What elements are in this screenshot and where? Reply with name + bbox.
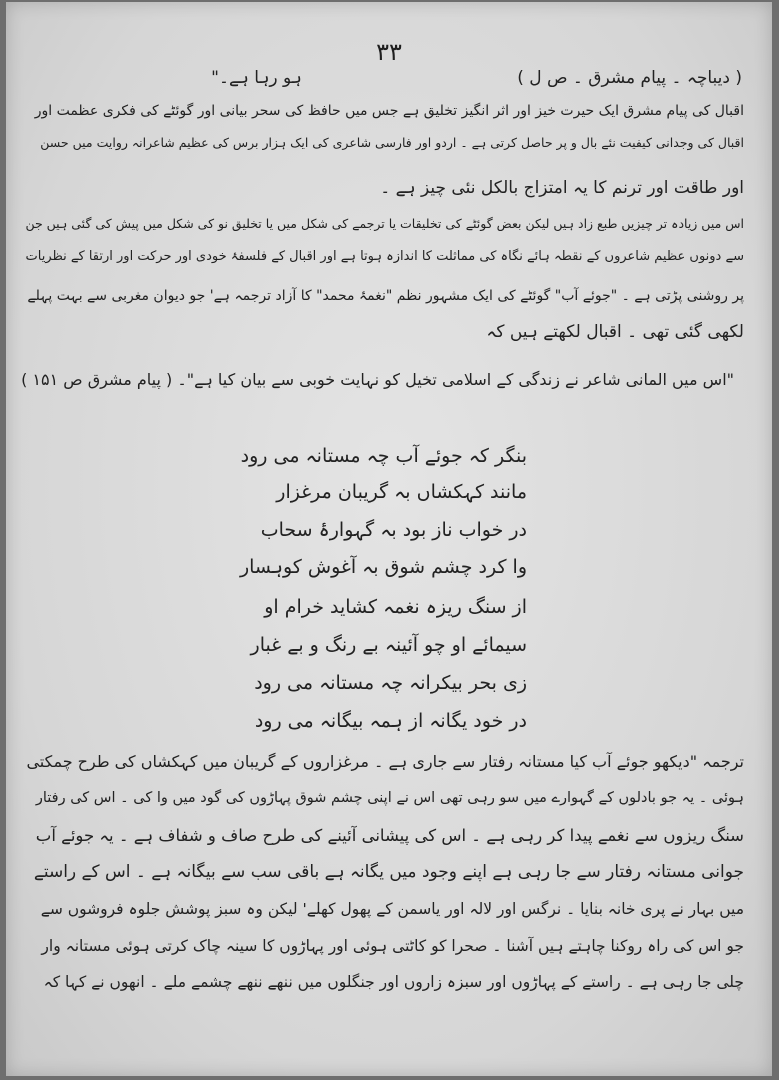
translation-line-6: جو اس کی راہ روکنا چاہتے ہیں آشنا ۔ صحرا کو کاٹتی ہوئی اور پہاڑوں کا سینہ چاک کرتی ہوئی مستانہ وار [41, 937, 744, 955]
poem-line-2: مانند کہکشاں بہ گریبان مرغزار [276, 481, 527, 503]
translation-line-5: میں بہار نے پری خانہ بنایا ۔ نرگس اور لالہ اور یاسمن کے پھول کھلے' لیکن وہ سبز پوشش جلوہ فروشوں سے [40, 900, 744, 918]
paragraph1-line-1: اقبال کی پیام مشرق ایک حیرت خیز اور اثر انگیز تخلیق ہے جس میں حافظ کی سحر بیانی اور گوئٹے کی فکری عظمت اور [34, 103, 744, 119]
page-number: ۳۳ [376, 38, 402, 66]
translation-line-2: ہوئی ۔ یہ جو بادلوں کے گہوارے میں سو رہی تھی اس نے اپنی چشم شوق پہاڑوں کی گود میں وا کی ۔ اس کی رفتار [35, 790, 744, 806]
quotation: "اس میں المانی شاعر نے زندگی کے اسلامی تخیل کو نہایت خوبی سے بیان کیا ہے"۔ ( پیام مشرق ص ۱۵۱ ) [21, 370, 734, 389]
header-citation: ( دیباچہ ۔ پیام مشرق ۔ ص ل ) [517, 68, 742, 88]
translation-line-4: جوانی مستانہ رفتار سے جا رہی ہے اپنے وجود میں یگانہ ہے باقی سب سے بیگانہ ہے ۔ اس کے راستے [33, 862, 744, 882]
header-continuation: ہو رہا ہے۔" [211, 68, 302, 88]
poem-line-7: زی بحر بیکرانہ چہ مستانہ می رود [254, 672, 527, 694]
page-header [22, 70, 742, 87]
translation-line-7: چلی جا رہی ہے ۔ راستے کے پہاڑوں اور سبزہ زاروں اور جنگلوں میں ننھے ننھے چشمے ملے ۔ انھوں نے کہا کہ [43, 973, 744, 991]
paragraph2-line-3: پر روشنی پڑتی ہے ۔ "جوئے آب" گوئٹے کی ایک مشہور نظم "نغمۂ محمد" کا آزاد ترجمہ ہے' جو دیوان مغربی سے بہت پہلے [27, 288, 744, 304]
poem-line-8: در خود یگانہ از ہمہ بیگانہ می رود [254, 710, 527, 732]
paragraph2-line-1: اس میں زیادہ تر چیزیں طبع زاد ہیں لیکن بعض گوئٹے کی تخلیقات یا ترجمے کی شکل میں یا تخلیق نو کی شکل میں پیش کی گئی ہیں جن [25, 216, 744, 231]
translation-line-1: ترجمہ "دیکھو جوئے آب کیا مستانہ رفتار سے جاری ہے ۔ مرغزاروں کے گریبان میں کہکشاں کی طرح چمکتی [26, 752, 744, 771]
poem-line-1: بنگر کہ جوئے آب چہ مستانہ می رود [240, 445, 527, 467]
paragraph2-line-4: لکھی گئی تھی ۔ اقبال لکھتے ہیں کہ [486, 322, 744, 342]
paragraph2-line-2: سے دونوں عظیم شاعروں کے نقطہ ہائے نگاہ کی مماثلت کا اندازہ ہوتا ہے اور اقبال کے فلسفۂ خودی اور حرکت اور ارتقا کے نظریات [25, 249, 744, 264]
poem-line-3: در خواب ناز بود بہ گہوارۂ سحاب [260, 519, 527, 541]
poem-line-6: سیمائے او چو آئینہ بے رنگ و بے غبار [250, 634, 527, 656]
poem-line-4: وا کرد چشم شوق بہ آغوش کوہسار [239, 556, 527, 578]
poem-line-5: از سنگ ریزہ نغمہ کشاید خرام او [264, 596, 527, 618]
paragraph1-line-3: اور طاقت اور ترنم کا یہ امتزاج بالکل نئی چیز ہے ۔ [380, 178, 744, 198]
translation-line-3: سنگ ریزوں سے نغمے پیدا کر رہی ہے ۔ اس کی پیشانی آئینے کی طرح صاف و شفاف ہے ۔ یہ جوئے آب [35, 826, 744, 845]
paragraph1-line-2: اقبال کی وجدانی کیفیت نئے بال و پر حاصل کرتی ہے ۔ اردو اور فارسی شاعری کی ایک ہزار برس کی عظیم شاعرانہ روایت میں حسن [40, 135, 744, 150]
book-page [6, 2, 772, 1076]
